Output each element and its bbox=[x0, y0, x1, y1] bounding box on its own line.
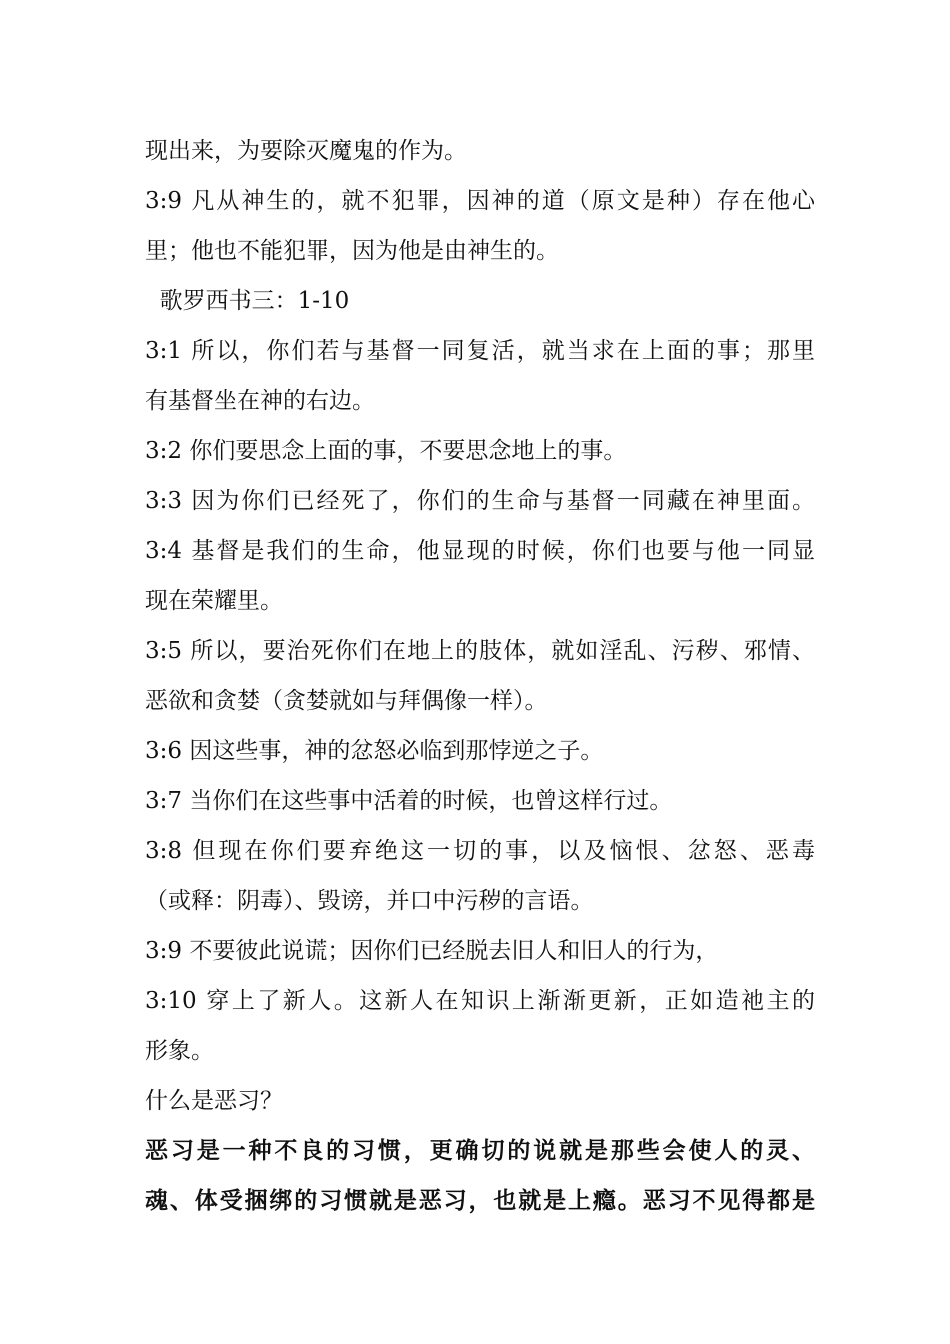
text-line: 恶欲和贪婪（贪婪就如与拜偶像一样）。 bbox=[145, 688, 548, 714]
verse-line: 3:2 你们要思念上面的事，不要思念地上的事。 bbox=[145, 438, 627, 464]
bold-paragraph-line: 恶习是一种不良的习惯，更确切的说就是那些会使人的灵、 bbox=[145, 1137, 815, 1164]
document-body bbox=[145, 126, 815, 1226]
verse-line: 3:8 但现在你们要弃绝这一切的事，以及恼恨、忿怒、恶毒 bbox=[145, 838, 815, 864]
bold-paragraph-line: 魂、体受捆绑的习惯就是恶习，也就是上瘾。恶习不见得都是 bbox=[145, 1187, 815, 1214]
section-heading: 歌罗西书三：1-10 bbox=[145, 288, 350, 314]
text-line: 现在荣耀里。 bbox=[145, 588, 283, 614]
verse-line: 3:1 所以，你们若与基督一同复活，就当求在上面的事；那里 bbox=[145, 338, 815, 364]
text-line: 里；他也不能犯罪，因为他是由神生的。 bbox=[145, 238, 559, 264]
text-line: 有基督坐在神的右边。 bbox=[145, 388, 375, 414]
verse-line: 3:7 当你们在这些事中活着的时候，也曾这样行过。 bbox=[145, 788, 673, 814]
verse-line: 3:4 基督是我们的生命，他显现的时候，你们也要与他一同显 bbox=[145, 538, 815, 564]
verse-line: 3:6 因这些事，神的忿怒必临到那悖逆之子。 bbox=[145, 738, 604, 764]
verse-line: 3:3 因为你们已经死了，你们的生命与基督一同藏在神里面。 bbox=[145, 488, 815, 514]
verse-line: 3:10 穿上了新人。这新人在知识上渐渐更新，正如造祂主的 bbox=[145, 988, 815, 1014]
text-line: （或释：阴毒）、毁谤，并口中污秽的言语。 bbox=[145, 888, 594, 914]
verse-line: 3:5 所以，要治死你们在地上的肢体，就如淫乱、污秽、邪情、 bbox=[145, 638, 815, 664]
verse-line: 3:9 不要彼此说谎；因你们已经脱去旧人和旧人的行为， bbox=[145, 938, 719, 964]
text-line: 现出来，为要除灭魔鬼的作为。 bbox=[145, 138, 467, 164]
verse-line: 3:9 凡从神生的，就不犯罪，因神的道（原文是种）存在他心 bbox=[145, 188, 815, 214]
question-heading: 什么是恶习？ bbox=[145, 1088, 283, 1114]
text-line: 形象。 bbox=[145, 1038, 214, 1064]
